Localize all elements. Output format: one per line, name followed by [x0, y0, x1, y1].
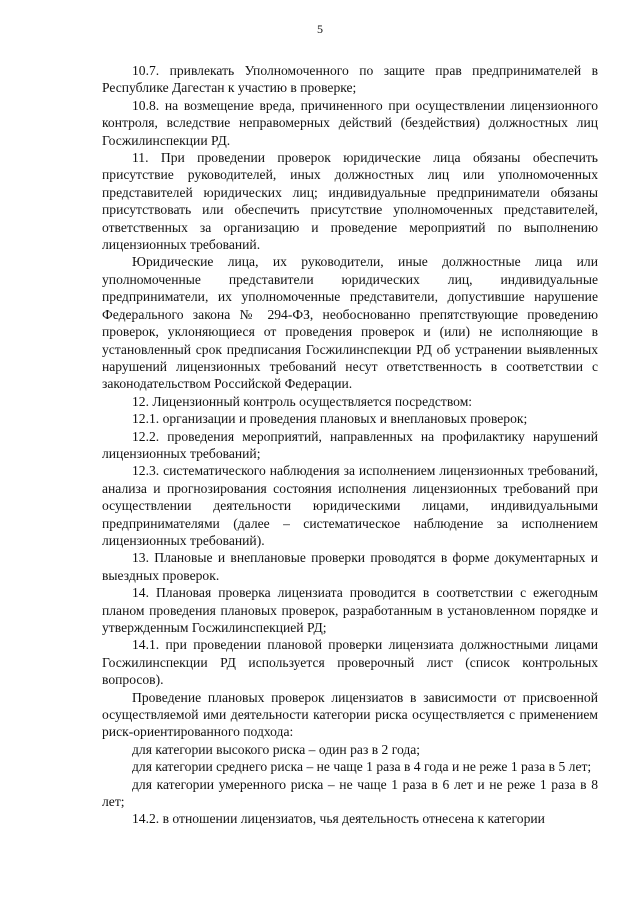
paragraph-12: 12. Лицензионный контроль осуществляется посредством: — [132, 393, 473, 409]
paragraph-high-risk: для категории высокого риска – один раз в 2 года; — [132, 741, 421, 757]
paragraph-10-7: 10.7. привлекать Уполномоченного по защите прав предпринимателей в Республике Дагестан к участию в проверке; — [102, 63, 598, 96]
paragraph-12-1: 12.1. организации и проведения плановых и внеплановых проверок; — [132, 411, 528, 427]
paragraph-14-2: 14.2. в отношении лицензиатов, чья деятельность отнесена к категории — [132, 811, 545, 827]
paragraph-14-1: 14.1. при проведении плановой проверки лицензиата должностными лицами Госжилинспекции РД используется проверочный лист (список контрольных вопросов). — [102, 637, 598, 688]
paragraph-medium-risk: для категории среднего риска – не чаще 1 раза в 4 года и не реже 1 раза в 5 лет; — [132, 759, 592, 775]
paragraph-12-3: 12.3. систематического наблюдения за исполнением лицензионных требований, анализа и прогнозирования состояния исполнения лицензионных требований при осуществлении деятельности юридическими лицами, индивидуальными предпринимателями (далее – систематическое наблюдение за исполнением лицензионных требований). — [102, 463, 598, 548]
paragraph-moderate-risk: для категории умеренного риска – не чаще 1 раза в 6 лет и не реже 1 раза в 8 лет; — [102, 776, 598, 810]
paragraph-13: 13. Плановые и внеплановые проверки проводятся в форме документарных и выездных проверок. — [102, 550, 598, 583]
paragraph-10-8: 10.8. на возмещение вреда, причиненного при осуществлении лицензионного контроля, вследствие неправомерных действий (бездействия) должностных лиц Госжилинспекции РД. — [102, 97, 598, 148]
page-number: 5 — [317, 22, 323, 36]
paragraph-14: 14. Плановая проверка лицензиата проводится в соответствии с ежегодным планом проведения плановых проверок, разработанным в установленном порядке и утвержденным Госжилинспекцией РД; — [102, 585, 598, 635]
paragraph-liability: Юридические лица, их руководители, иные должностные лица или уполномоченные представители юридических лиц, индивидуальные предприниматели, их уполномоченные представители, допустившие нарушение Федерального закона № 294-ФЗ, необоснованно препятствующие проведению проверок, уклоняющиеся от проведения проверок и (или) не исполняющие в установленный срок предписания Госжилинспекции РД об устранении выявленных нарушений лицензионных требований несут ответственность в соответствии с законодательством Российской Федерации. — [102, 254, 598, 392]
paragraph-risk-approach: Проведение плановых проверок лицензиатов в зависимости от присвоенной осуществляемой ими деятельности категории риска осуществляется с применением риск-ориентированного подхода: — [102, 689, 598, 740]
document-body — [102, 62, 598, 828]
paragraph-12-2: 12.2. проведения мероприятий, направленных на профилактику нарушений лицензионных требований; — [102, 428, 598, 461]
paragraph-11: 11. При проведении проверок юридические лица обязаны обеспечить присутствие руководителей, иных должностных лиц или уполномоченных представителей юридических лиц; индивидуальные предприниматели обязаны присутствовать или обеспечить присутствие уполномоченных представителей, ответственных за организацию и проведение мероприятий по выполнению лицензионных требований. — [102, 150, 598, 253]
